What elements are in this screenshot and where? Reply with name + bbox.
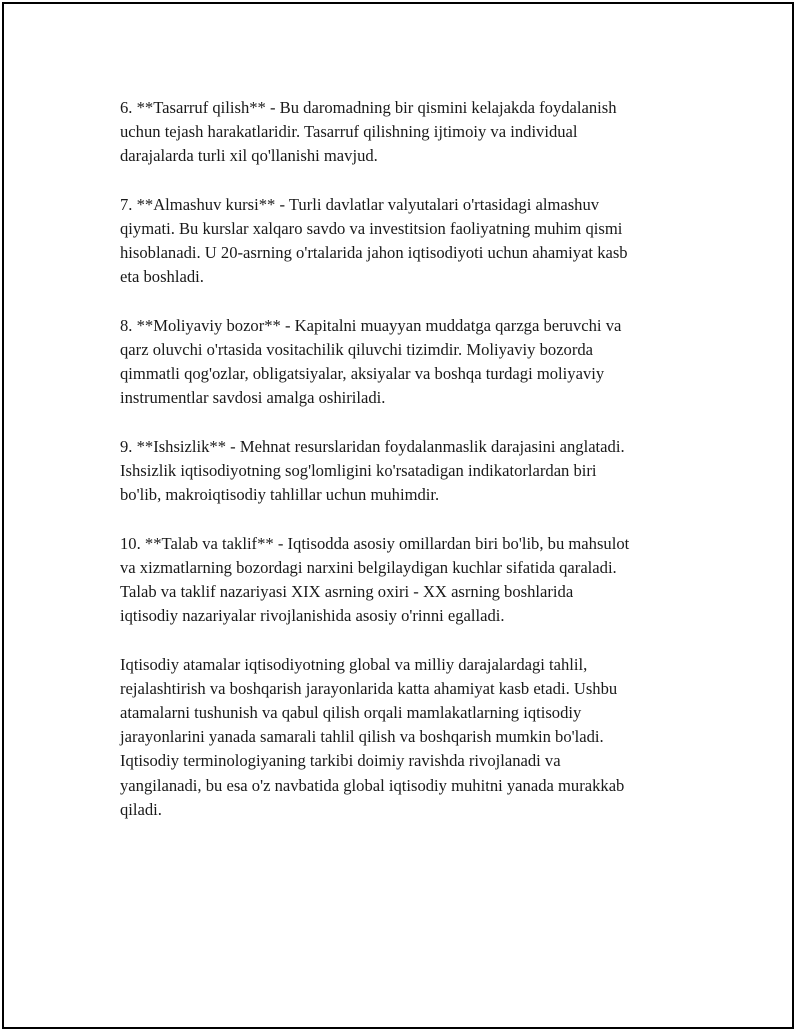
paragraph-unemployment	[120, 435, 700, 508]
text-line: darajalarda turli xil qo'llanishi mavjud.	[120, 146, 378, 166]
text-line: eta boshladi.	[120, 267, 204, 287]
text-line: Talab va taklif nazariyasi XIX asrning oxiri - XX asrning boshlarida	[120, 582, 574, 601]
document-body	[120, 96, 700, 846]
paragraph-supply-demand	[120, 532, 700, 629]
text-line: va xizmatlarning bozordagi narxini belgilaydigan kuchlar sifatida qaraladi.	[120, 557, 617, 577]
text-line: 10. **Talab va taklif** - Iqtisodda asosiy omillardan biri bo'lib, bu mahsulot	[120, 533, 630, 553]
text-line: bo'lib, makroiqtisodiy tahlillar uchun muhimdir.	[120, 485, 440, 505]
text-line: yangilanadi, bu esa o'z navbatida global iqtisodiy muhitni yanada murakkab	[120, 775, 625, 795]
text-line: 6. **Tasarruf qilish** - Bu daromadning bir qismini kelajakda foydalanish	[120, 98, 617, 117]
text-line: Ishsizlik iqtisodiyotning sog'lomligini ko'rsatadigan indikatorlardan biri	[120, 461, 597, 480]
paragraph-financial-market	[120, 314, 700, 411]
page-frame	[2, 2, 794, 1029]
text-line: 7. **Almashuv kursi** - Turli davlatlar valyutalari o'rtasidagi almashuv	[120, 194, 600, 214]
text-line: jarayonlarini yanada samarali tahlil qilish va boshqarish mumkin bo'ladi.	[120, 727, 604, 747]
text-line: iqtisodiy nazariyalar rivojlanishida asosiy o'rinni egalladi.	[120, 606, 505, 626]
text-line: 8. **Moliyaviy bozor** - Kapitalni muayyan muddatga qarzga beruvchi va	[120, 315, 622, 335]
text-line: rejalashtirish va boshqarish jarayonlarida katta ahamiyat kasb etadi. Ushbu	[120, 678, 618, 698]
text-line: Iqtisodiy terminologiyaning tarkibi doimiy ravishda rivojlanadi va	[120, 751, 561, 771]
text-line: qiymati. Bu kurslar xalqaro savdo va investitsion faoliyatning muhim qismi	[120, 219, 623, 238]
text-line: qimmatli qog'ozlar, obligatsiyalar, aksiyalar va boshqa turdagi moliyaviy	[120, 364, 605, 384]
text-line: 9. **Ishsizlik** - Mehnat resurslaridan foydalanmaslik darajasini anglatadi.	[120, 436, 625, 456]
text-line: Iqtisodiy atamalar iqtisodiyotning global va milliy darajalardagi tahlil,	[120, 654, 588, 674]
text-line: instrumentlar savdosi amalga oshiriladi.	[120, 388, 386, 408]
text-line: qiladi.	[120, 799, 162, 819]
text-line: atamalarni tushunish va qabul qilish orqali mamlakatlarning iqtisodiy	[120, 703, 582, 722]
paragraph-exchange-rate	[120, 193, 700, 290]
text-line: uchun tejash harakatlaridir. Tasarruf qilishning ijtimoiy va individual	[120, 122, 578, 142]
text-line: hisoblanadi. U 20-asrning o'rtalarida jahon iqtisodiyoti uchun ahamiyat kasb	[120, 243, 628, 263]
paragraph-conclusion	[120, 653, 700, 822]
paragraph-savings	[120, 96, 700, 169]
text-line: qarz oluvchi o'rtasida vositachilik qiluvchi tizimdir. Moliyaviy bozorda	[120, 340, 594, 359]
